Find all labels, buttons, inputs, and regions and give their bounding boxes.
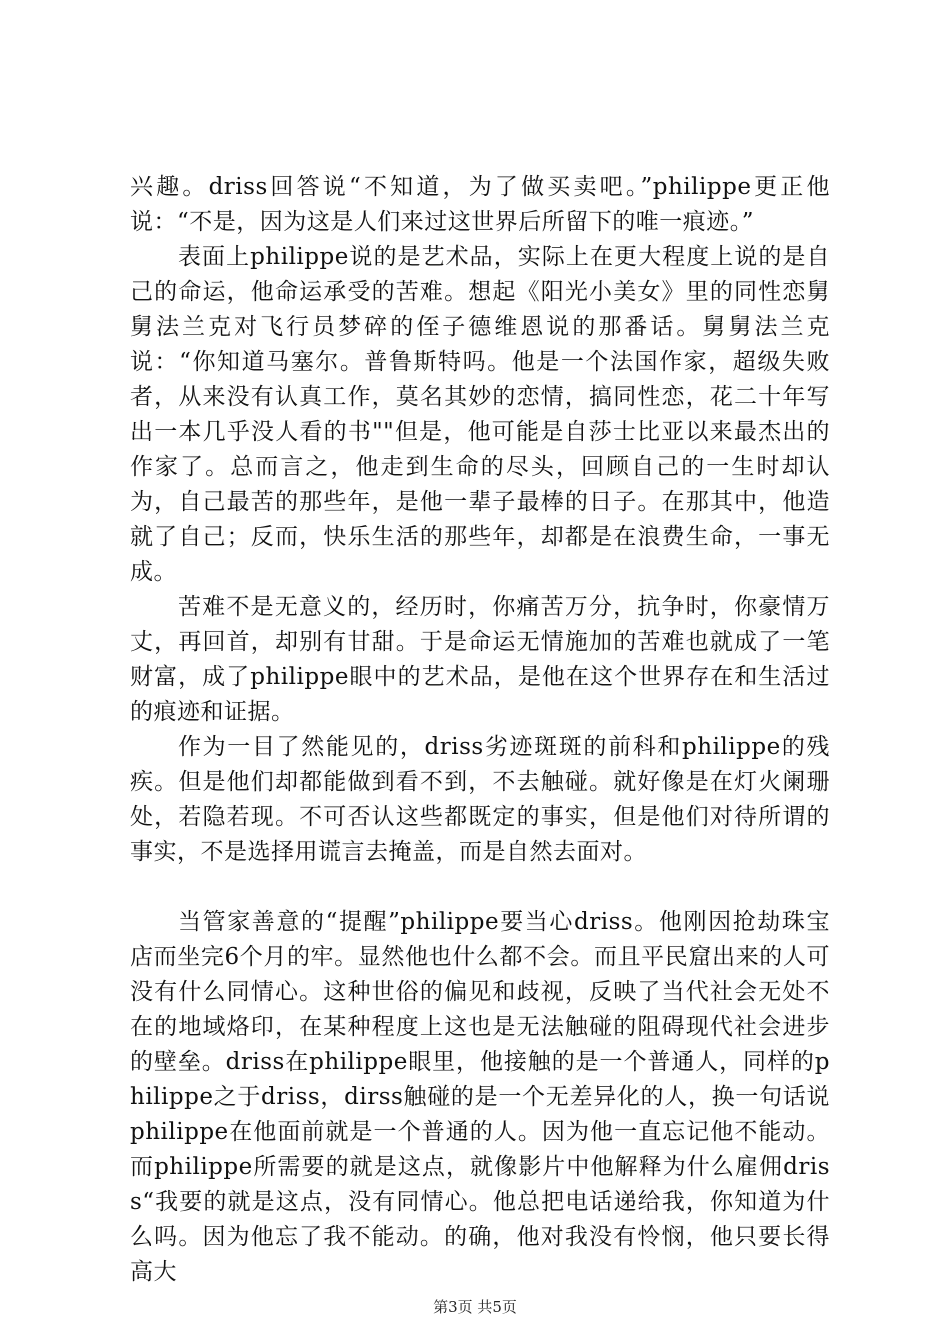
paragraph-spacer (130, 870, 830, 905)
paragraph-4: 作为一目了然能见的，driss劣迹斑斑的前科和philippe的残疾。但是他们却都能做到看不到，不去触碰。就好像是在灯火阑珊处，若隐若现。不可否认这些都既定的事实，但是他们对待所谓的事实，不是选择用谎言去掩盖，而是自然去面对。 (130, 734, 830, 865)
paragraph-2: 表面上philippe说的是艺术品，实际上在更大程度上说的是自己的命运，他命运承受的苦难。想起《阳光小美女》里的同性恋舅舅法兰克对飞行员梦碎的侄子德维恩说的那番话。舅舅法兰克说：“你知道马塞尔。普鲁斯特吗。他是一个法国作家，超级失败者，从来没有认真工作，莫名其妙的恋情，搞同性恋，花二十年写出一本几乎没人看的书""但是，他可能是自莎士比亚以来最杰出的作家了。总而言之，他走到生命的尽头，回顾自己的一生时却认为，自己最苦的那些年，是他一辈子最棒的日子。在那其中，他造就了自己；反而，快乐生活的那些年，却都是在浪费生命，一事无成。 (130, 244, 830, 585)
paragraph-3: 苦难不是无意义的，经历时，你痛苦万分，抗争时，你豪情万丈，再回首，却别有甘甜。于是命运无情施加的苦难也就成了一笔财富，成了philippe眼中的艺术品，是他在这个世界存在和生活过的痕迹和证据。 (130, 594, 830, 725)
paragraph-1: 兴趣。driss回答说“不知道，为了做买卖吧。”philippe更正他说：“不是，因为这是人们来过这世界后所留下的唯一痕迹。” (130, 174, 830, 235)
paragraph-5: 当管家善意的“提醒”philippe要当心driss。他刚因抢劫珠宝店而坐完6个月的牢。显然他也什么都不会。而且平民窟出来的人可没有什么同情心。这种世俗的偏见和歧视，反映了当代社会无处不在的地域烙印，在某种程度上这也是无法触碰的阻碍现代社会进步的壁垒。driss在philippe眼里，他接触的是一个普通人，同样的philippe之于driss，dirss触碰的是一个无差异化的人，换一句话说philippe在他面前就是一个普通的人。因为他一直忘记他不能动。而philippe所需要的就是这点，就像影片中他解释为什么雇佣driss“我要的就是这点，没有同情心。他总把电话递给我，你知道为什么吗。因为他忘了我不能动。的确，他对我没有怜悯，他只要长得高大 (130, 909, 830, 1285)
document-body (130, 170, 830, 1290)
page-number-footer: 第3页 共5页 (433, 1298, 517, 1316)
